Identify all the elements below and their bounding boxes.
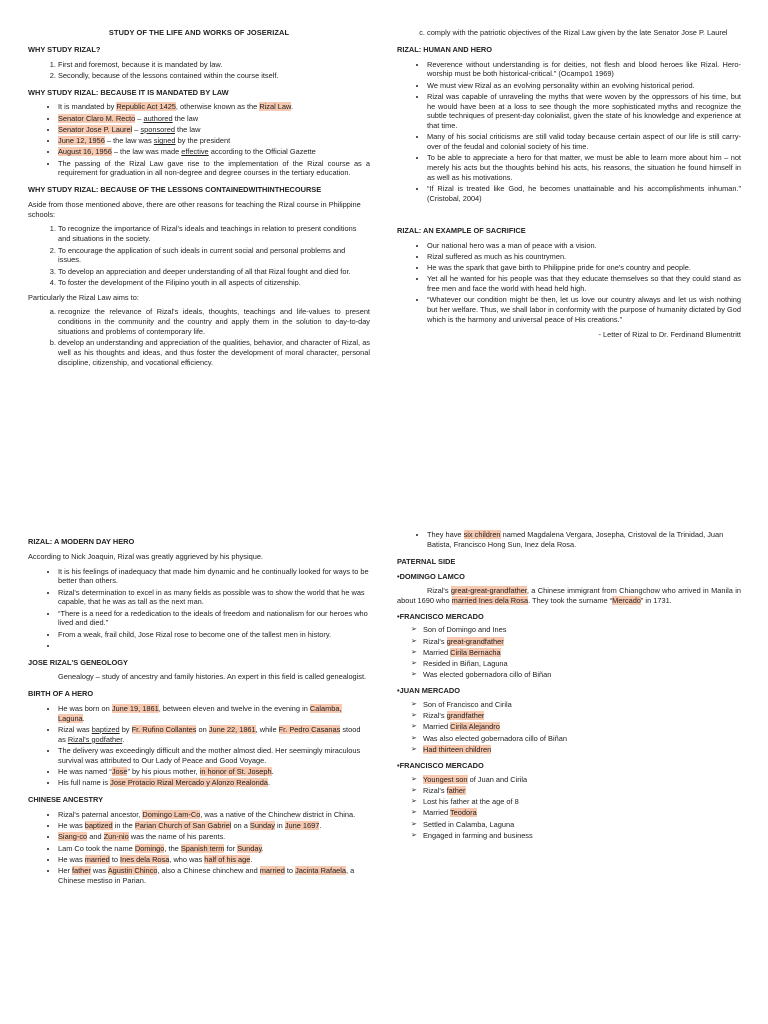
text: on <box>196 724 209 734</box>
column-top-left <box>28 28 370 372</box>
list-item <box>423 808 741 818</box>
text: Rizal's <box>423 711 447 721</box>
paternal-heading: PATERNAL SIDE <box>397 556 456 566</box>
francisco1-heading: • FRANCISCO MERCADO <box>397 612 741 622</box>
list-item <box>58 725 370 745</box>
aims-list <box>28 307 370 367</box>
text: Rizal's <box>423 636 447 646</box>
highlight: Rizal Law <box>259 102 291 112</box>
page-title: STUDY OF THE LIFE AND WORKS OF JOSERIZAL <box>108 28 290 37</box>
signature: - Letter of Rizal to Dr. Ferdinand Blumentritt <box>598 329 741 339</box>
highlight: married Ines dela Rosa <box>451 595 529 605</box>
text: was the name of his parents. <box>128 832 226 842</box>
list-item: 1. First and foremost, because it is mandated by law. <box>58 60 370 70</box>
highlight: Ines dela Rosa <box>120 854 170 864</box>
highlight: Calamba, Laguna <box>58 703 342 723</box>
text: Rizal's <box>423 785 447 795</box>
list-item: • Rizal suffered as much as his countrymen. <box>427 252 741 262</box>
text: He was named “ <box>58 767 112 777</box>
list-item <box>423 637 741 647</box>
highlight: Cirila Alejandro <box>450 722 500 732</box>
list-item: ➢ Lost his father at the age of 8 <box>423 797 741 807</box>
list-item: ➢ Son of Domingo and Ines <box>423 625 741 635</box>
list-item <box>423 745 741 755</box>
highlight: grandfather <box>446 711 485 721</box>
human-list <box>397 60 741 204</box>
list-item: • Our national hero was a man of peace with a vision. <box>427 241 741 251</box>
list-item <box>58 855 370 865</box>
text: . <box>271 767 274 777</box>
highlight: Parian Church of San Gabriel <box>134 821 232 831</box>
text: Rizal's paternal ancestor, <box>58 809 143 819</box>
text: stood as <box>58 724 361 744</box>
text: . <box>290 102 294 112</box>
highlight: Agustin Chinco <box>107 866 158 876</box>
text: . <box>267 778 270 788</box>
text: His full name is <box>58 778 111 788</box>
list-item: • Many of his social criticisms are still valid today because certain aspect of our life is still carry-over of the feudal and colonial society of his time. <box>427 132 741 152</box>
highlight: father <box>446 785 466 795</box>
text: Married <box>423 722 451 732</box>
highlight: Teodora <box>449 808 477 818</box>
highlight: half of his age <box>204 854 251 864</box>
text: – <box>132 124 141 134</box>
text: on a <box>231 821 250 831</box>
text: to <box>109 854 121 864</box>
list-item: • “Whatever our condition might be then, let us love our country always and let us wish nothing but her welfare. Thus, we shall labor in conformity with the purpose of humanity dictated by God which is the harmony and universal peace of His creations.” <box>427 295 741 324</box>
text: in <box>274 821 285 831</box>
highlight: in honor of St. Joseph <box>199 767 272 777</box>
highlight: Domingo <box>134 843 165 853</box>
text: ” by his pious mother, <box>127 767 200 777</box>
text: was <box>90 866 108 876</box>
domingo-heading: • DOMINGO LAMCO <box>397 572 741 582</box>
text: He was <box>58 821 85 831</box>
text: , a Chinese mestiso in Parian. <box>58 866 355 885</box>
list-item <box>58 767 370 777</box>
text: – the law was <box>104 136 154 146</box>
list-item <box>427 530 741 550</box>
list-item: ➢ Was also elected gobernadora cillo of Biñan <box>423 734 741 744</box>
list-item <box>58 114 370 124</box>
list-item <box>58 778 370 788</box>
underline: effective <box>181 147 209 157</box>
text: He was <box>58 854 85 864</box>
list-item: • Rizal was capable of unraveling the myths that were woven by the oppressors of his time, but he would have been at a loss to see though the more sophisticated myths and recognize the subtle techniques of present-day colonialist, given the state of his knowledge and experience at that time. <box>427 92 741 131</box>
underline: Rizal's godfather <box>67 734 123 744</box>
law-heading: WHY STUDY RIZAL: BECAUSE IT IS MANDATED BY LAW <box>28 87 229 97</box>
list-item: • To be able to appreciate a hero for that matter, we must be able to learn more about him – not merely his acts but the thoughts behind his acts, his reasons, the situation he found himself in as well as his motivations. <box>427 153 741 182</box>
list-item: • We must view Rizal as an evolving personality within an evolving historical period. <box>427 81 741 91</box>
text: Lam Co took the name <box>58 843 135 853</box>
text: by <box>119 724 132 734</box>
highlight: Domingo Lam-Co <box>142 809 201 819</box>
highlight: father <box>71 866 91 876</box>
geneology-heading: JOSE RIZAL'S GENEOLOGY <box>28 657 128 667</box>
chinese-heading: CHINESE ANCESTRY <box>28 795 104 805</box>
list-item: • Rizal's determination to excel in as many fields as possible was to show the world that he was capable, that he was as tall as the next man. <box>58 588 370 608</box>
list-item <box>58 821 370 831</box>
list-item: • From a weak, frail child, Jose Rizal rose to become one of the tallest men in history. <box>58 630 370 640</box>
sacrifice-list <box>397 241 741 325</box>
list-item: a. recognize the relevance of Rizal's ideals, thoughts, teachings and life-values to present conditions in the community and the country and apply them in the solution to day-to-day situations and problems of contemporary life. <box>58 307 370 336</box>
highlight: June 22, 1861 <box>208 724 256 734</box>
list-item <box>423 648 741 658</box>
highlight: Senator Claro M. Recto <box>58 113 136 123</box>
underline: authored <box>143 113 173 123</box>
list-item: ➢ Resided in Biñan, Laguna <box>423 659 741 669</box>
text: He was born on <box>58 703 112 713</box>
text: in the <box>112 821 135 831</box>
highlight: Had thirteen children <box>423 745 492 755</box>
text: , otherwise known as the <box>175 102 260 112</box>
geneology-text: Genealogy – study of ancestry and family histories. An expert in this field is called genealogist. <box>58 672 367 682</box>
text: . <box>82 713 85 723</box>
column-bottom-right <box>397 530 741 846</box>
list-item <box>423 711 741 721</box>
highlight: Youngest son <box>423 774 468 784</box>
list-item: • The passing of the Rizal Law gave rise to the implementation of the Rizal course as a requirement for graduation in all non-degree and degree courses in the tertiary education. <box>58 159 370 179</box>
modern-intro: According to Nick Joaquin, Rizal was greatly aggrieved by his physique. <box>28 551 263 561</box>
list-item: 2. To encourage the application of such ideals in current social and personal problems and issues. <box>58 246 370 266</box>
text: , a Chinese immigrant from Chiangchow who arrived in Manila in about 1690 who <box>397 586 741 605</box>
highlight: June 1697 <box>284 821 320 831</box>
list-item: ➢ Settled in Calamba, Laguna <box>423 820 741 830</box>
text: the law <box>174 124 201 134</box>
highlight: baptized <box>84 821 113 831</box>
text: . They took the surname “ <box>528 595 613 605</box>
highlight: Spanish term <box>180 843 225 853</box>
highlight: Senator Jose P. Laurel <box>58 124 133 134</box>
list-item <box>58 641 370 651</box>
text: Rizal was <box>58 724 92 734</box>
highlight: June 19, 1861 <box>111 703 159 713</box>
text: and <box>87 832 104 842</box>
text: , also a Chinese chinchew and <box>157 866 260 876</box>
text: of Juan and Cirila <box>467 774 528 784</box>
aims-list-continued <box>397 28 741 38</box>
sacrifice-heading: RIZAL: AN EXAMPLE OF SACRIFICE <box>397 225 526 235</box>
list-item: c. comply with the patriotic objectives of the Rizal Law given by the late Senator Jose P. Laurel <box>427 28 741 38</box>
text: , while <box>255 724 279 734</box>
text: – <box>135 113 144 123</box>
text: ” in 1731. <box>640 595 672 605</box>
list-item <box>58 810 370 820</box>
list-item: b. develop an understanding and appreciation of the qualities, behavior, and character of Rizal, as well as his thoughts and ideas, and thus foster the development of moral character, personal discipline, citizenship, and vocational efficiency. <box>58 338 370 367</box>
highlight: six children <box>463 530 501 539</box>
chinese-list <box>28 810 370 886</box>
highlight: Sunday <box>237 843 262 853</box>
domingo-text <box>397 586 741 606</box>
text: the law <box>172 113 199 123</box>
text: , between eleven and twelve in the evening in <box>158 703 310 713</box>
text: by the president <box>175 136 231 146</box>
lessons-heading: WHY STUDY RIZAL: BECAUSE OF THE LESSONS CONTAINEDWITHINTHECOURSE <box>28 185 322 195</box>
francisco2-heading: • FRANCISCO MERCADO <box>397 761 741 771</box>
highlight: Siang-co <box>58 832 88 842</box>
highlight: June 12, 1956 <box>58 136 105 146</box>
text: . <box>261 843 264 853</box>
list-item <box>58 866 370 886</box>
underline: sponsored <box>140 124 175 134</box>
column-top-right <box>397 28 741 339</box>
highlight: great-great-grandfather <box>450 586 527 596</box>
list-item: • Reverence without understanding is for deities, not flesh and blood heroes like Rizal. Hero-worship must be both historical-critical.” (Ocampo1 1969) <box>427 60 741 80</box>
list-item: ➢ Was elected gobernadora cillo of Biñan <box>423 670 741 680</box>
list-item: • Yet all he wanted for his people was that they educate themselves so that they could stand as free men and face the world with head held high. <box>427 274 741 294</box>
list-item: 3. To develop an appreciation and deeper understanding of all that Rizal fought and died for. <box>58 267 370 277</box>
list-item: ➢ Engaged in farming and business <box>423 831 741 841</box>
text: Rizal's <box>427 586 451 596</box>
highlight: married <box>84 854 110 864</box>
list-item: • It is his feelings of inadequacy that made him dynamic and he continually looked for ways to be better than others. <box>58 567 370 587</box>
list-item <box>58 102 370 112</box>
text: to <box>284 866 296 876</box>
why-heading: WHY STUDY RIZAL? <box>28 44 101 54</box>
lessons-intro: Aside from those mentioned above, there are other reasons for teaching the Rizal course in Philippine schools: <box>28 199 361 219</box>
list-item: • He was the spark that gave birth to Philippine pride for one's country and people. <box>427 263 741 273</box>
list-item: • The delivery was exceedingly difficult and the mother almost died. Her seemingly miraculous survival was attributed to Our Lady of Peace and Good Voyage. <box>58 746 370 766</box>
highlight: Jose Protacio Rizal Mercado y Alonzo Realonda <box>110 778 268 788</box>
text: according to the Official Gazette <box>208 147 316 157</box>
highlight: married <box>259 866 285 876</box>
list-item <box>423 786 741 796</box>
list-item: 4. To foster the development of the Filipino youth in all aspects of citizenship. <box>58 278 370 288</box>
highlight: Zun-nio <box>103 832 129 842</box>
birth-list <box>28 704 370 788</box>
juan-heading: • JUAN MERCADO <box>397 686 741 696</box>
text: Her <box>58 866 72 876</box>
list-item: ➢ Son of Francisco and Cirila <box>423 700 741 710</box>
text: . <box>250 854 253 864</box>
text: Married <box>423 647 451 657</box>
highlight: Cirila Bernacha <box>450 647 501 657</box>
list-item: 1. To recognize the importance of Rizal's ideals and teachings in relation to present conditions and situations in the society. <box>58 224 370 244</box>
highlight: Fr. Rufino Collantes <box>131 724 197 734</box>
text: , the <box>164 843 181 853</box>
list-item <box>58 704 370 724</box>
highlight: Mercado <box>612 595 641 605</box>
human-heading: RIZAL: HUMAN AND HERO <box>397 44 492 54</box>
highlight: Fr. Pedro Casanas <box>278 724 341 734</box>
text: . <box>319 821 322 831</box>
list-item <box>58 147 370 157</box>
children-list <box>397 530 741 550</box>
text: named Magdalena Vergara, Josepha, Cristoval de la Trinidad, Juan Batista, Francisco Hong Sun, Inez dela Rosa. <box>427 530 724 549</box>
list-item <box>58 844 370 854</box>
list-item <box>58 136 370 146</box>
aims-intro: Particularly the Rizal Law aims to: <box>28 292 139 302</box>
text: , was a native of the Chinchew district in China. <box>200 809 356 819</box>
modern-heading: RIZAL: A MODERN DAY HERO <box>28 537 135 546</box>
juan-list <box>397 700 741 755</box>
text: Married <box>423 808 450 818</box>
list-item <box>423 775 741 785</box>
list-item: • “There is a need for a rededication to the ideals of freedom and nationalism for our heroes who lived and died.” <box>58 609 370 629</box>
why-list <box>28 60 370 81</box>
birth-heading: BIRTH OF A HERO <box>28 689 94 699</box>
highlight: August 16, 1956 <box>58 147 112 157</box>
text: It is mandated by <box>58 102 117 112</box>
text: – the law was made <box>111 147 182 157</box>
highlight: Republic Act 1425 <box>116 102 176 112</box>
modern-list <box>28 567 370 651</box>
list-item: 2. Secondly, because of the lessons contained within the course itself. <box>58 71 370 81</box>
highlight: Jacinta Rafaela <box>295 866 347 876</box>
francisco1-list <box>397 625 741 680</box>
text: , who was <box>169 854 205 864</box>
list-item <box>58 125 370 135</box>
list-item <box>423 722 741 732</box>
highlight: Sunday <box>249 821 275 831</box>
text: They have <box>427 530 464 539</box>
highlight: Jose <box>111 767 128 777</box>
underline: baptized <box>91 724 120 734</box>
text: . <box>122 734 125 744</box>
list-item: • “If Rizal is treated like God, he becomes unattainable and his accomplishments inhuman.” (Cristobal, 2004) <box>427 184 741 204</box>
text: for <box>224 843 238 853</box>
highlight: great-grandfather <box>446 636 504 646</box>
lessons-list <box>28 224 370 287</box>
law-list <box>28 102 370 178</box>
column-bottom-left <box>28 530 370 891</box>
underline: signed <box>153 136 176 146</box>
list-item <box>58 832 370 842</box>
francisco2-list <box>397 775 741 841</box>
